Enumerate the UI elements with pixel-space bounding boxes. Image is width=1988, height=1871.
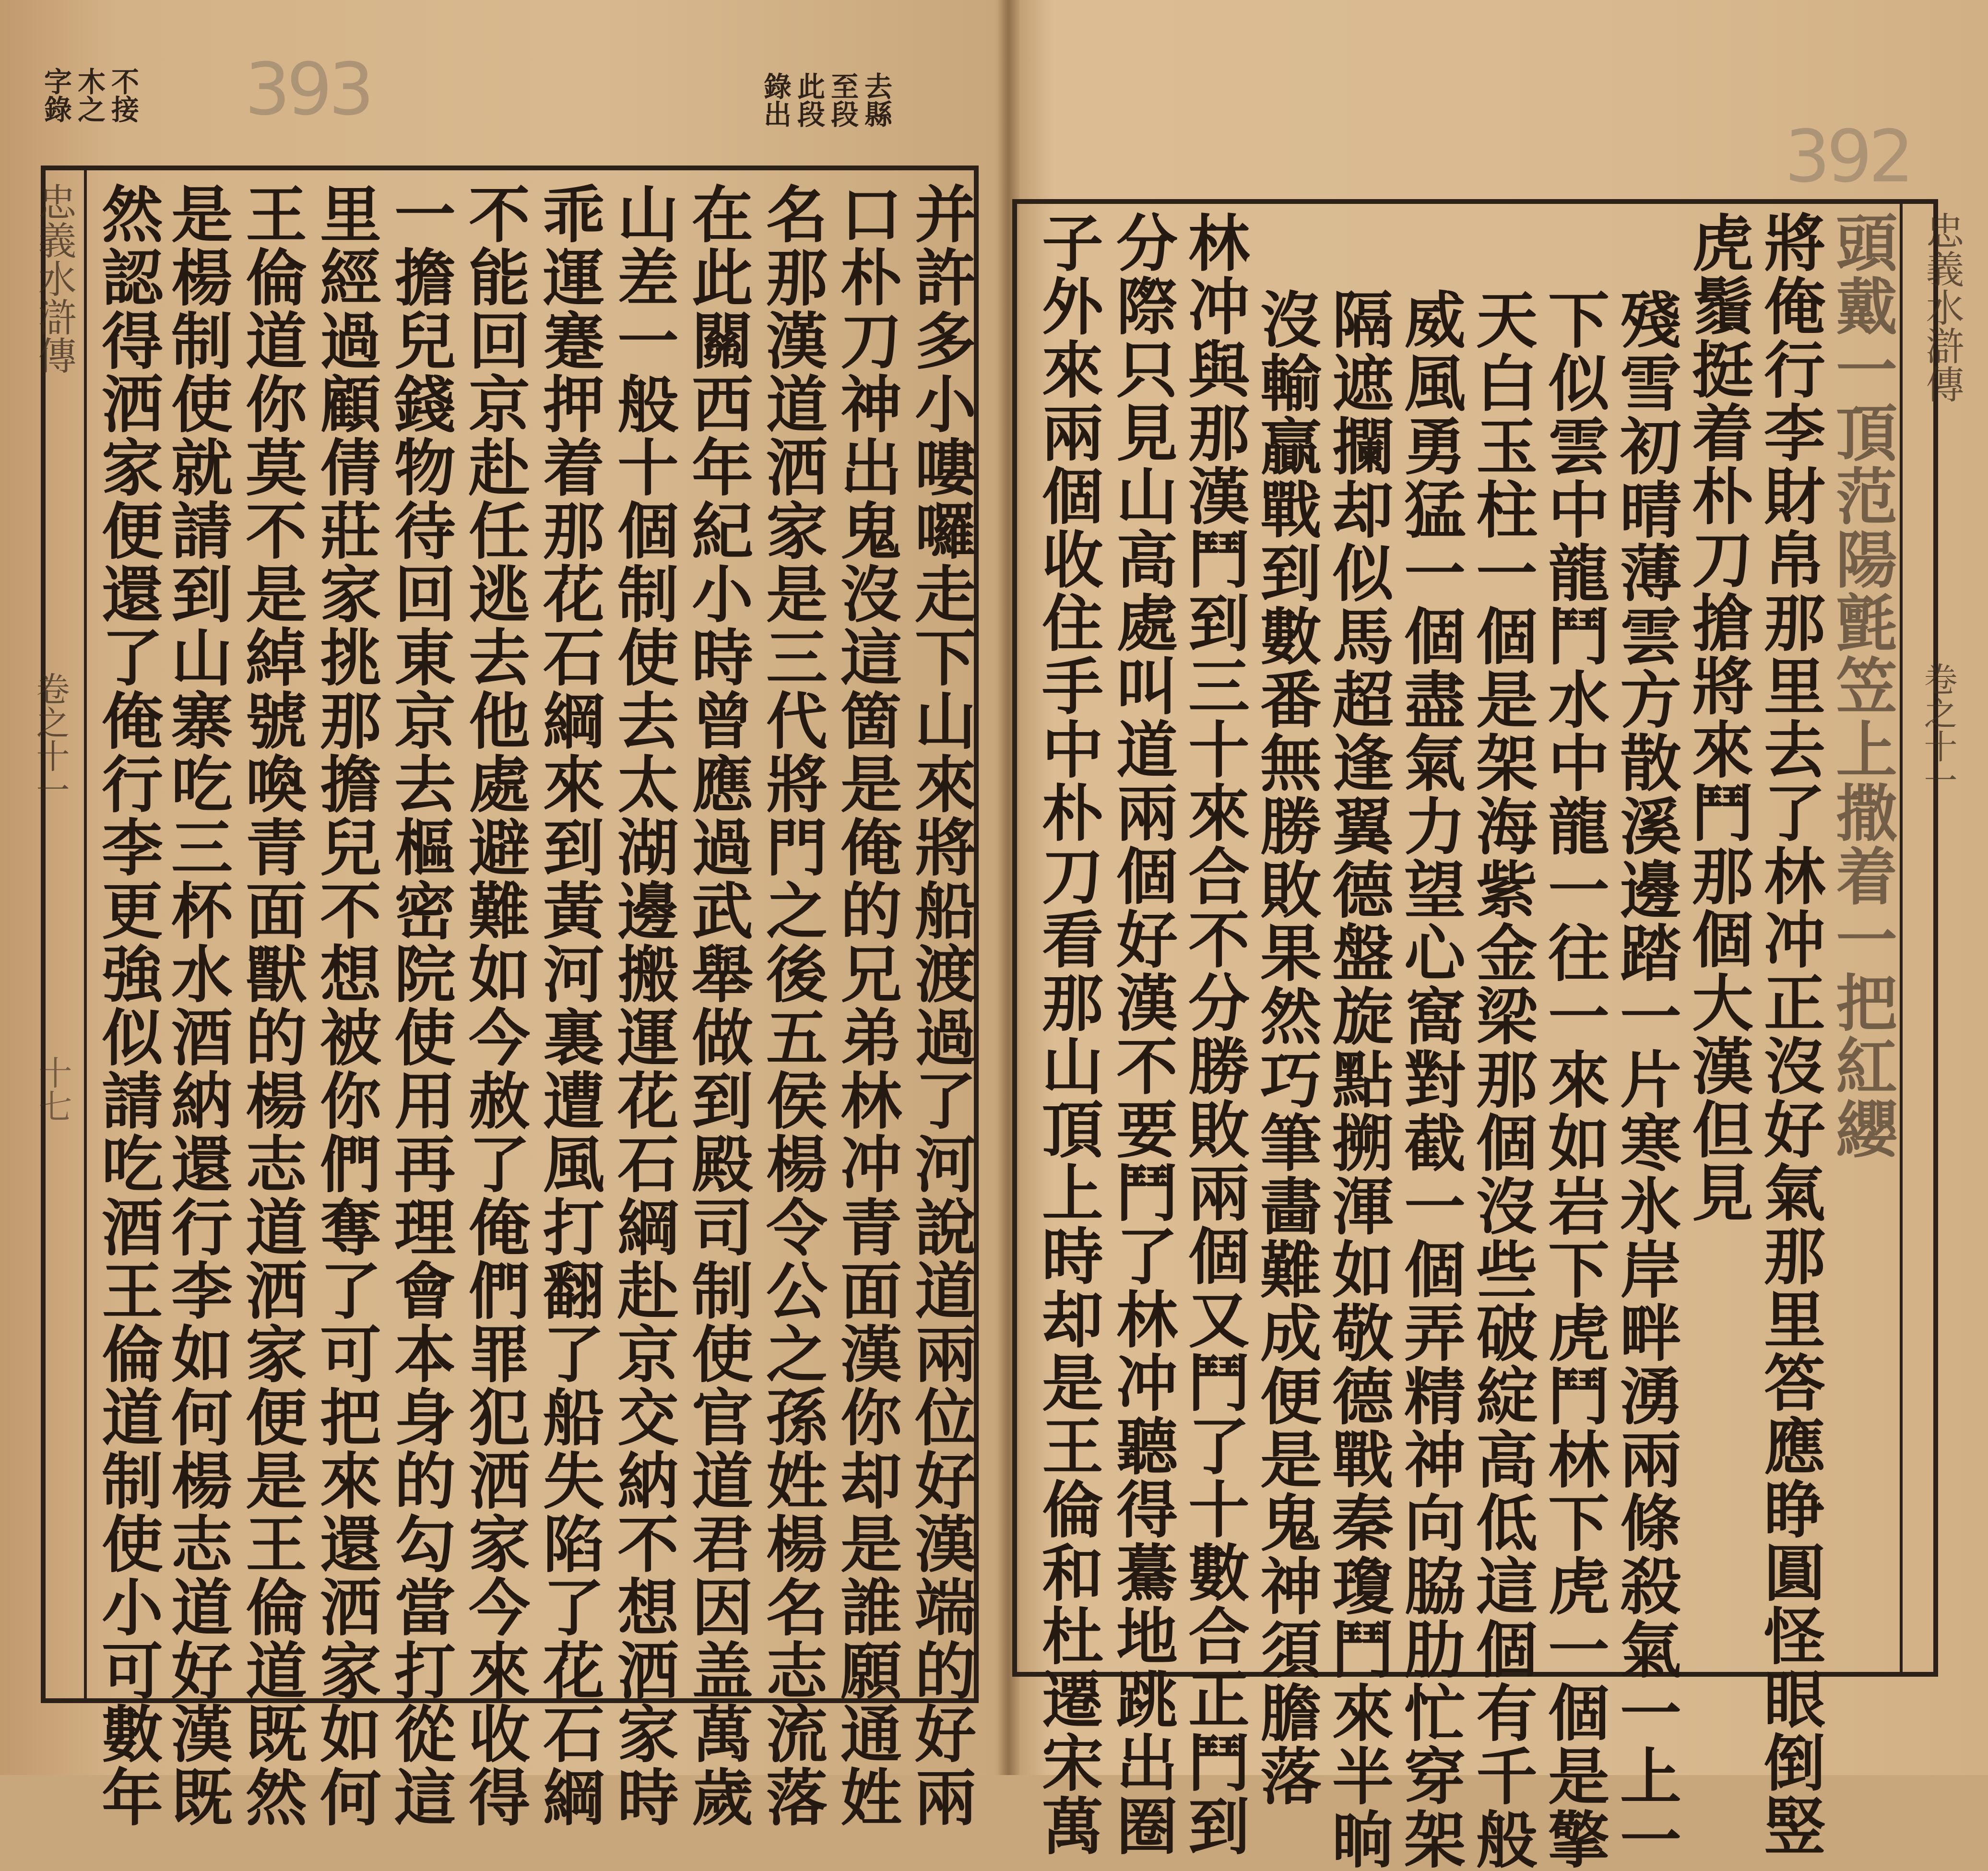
left-page-number: 十七 [33, 1055, 72, 1123]
left-note-left-1: 不接 [106, 67, 139, 123]
text-column: 頭戴一頂范陽氈笠上撒着一把紅纓 [1825, 211, 1897, 1161]
text-column: 口朴刀神出鬼沒這箇是俺的兄弟林冲青面漢你却是誰願通姓 [830, 182, 902, 1829]
right-margin-title: 忠義水滸傳 [1919, 211, 1964, 403]
text-column: 并許多小嘍囉走下山來將船渡過了河說道兩位好漢端的好兩 [904, 182, 976, 1829]
text-column: 不能回京赴任逃去他處避難如今赦了俺們罪犯洒家今來收得 [458, 182, 530, 1829]
text-column: 天白玉柱一個是架海紫金梁那個沒些破綻高低這個有千般 [1466, 288, 1538, 1871]
text-column: 在此關西年紀小時曾應過武舉做到殿司制使官道君因盖萬歲 [681, 182, 753, 1829]
text-column: 然認得洒家便還了俺行李更強似請吃酒王倫道制使小可數年 [91, 182, 163, 1829]
text-column: 一擔兒錢物待回東京去樞密院使用再理會本身的勾當打從這 [384, 182, 456, 1829]
left-margin-title: 忠義水滸傳 [32, 182, 76, 374]
left-pencil-number: 393 [245, 48, 371, 131]
text-column: 名那漢道洒家是三代將門之後五侯楊令公之孫姓楊名志流落 [756, 182, 828, 1829]
left-note-right-1: 此段 [793, 72, 825, 128]
text-column: 沒輸贏戰到數番無勝敗果然巧筆畵難成便是鬼神須膽落 [1250, 288, 1322, 1808]
text-column: 下似雲中龍鬥水中龍一往一來如岩下虎鬥林下虎一個是擎 [1538, 288, 1609, 1871]
text-column: 林冲與那漢鬥到三十來合不分勝敗兩個又鬥了十數合正鬥到 [1178, 211, 1250, 1858]
text-column: 子外來兩個收住手中朴刀看那山頂上時却是王倫和杜遷宋萬 [1031, 211, 1103, 1858]
text-column: 分際只見山高處叫道兩個好漢不要鬥了林冲聽得驀地跳出圈 [1106, 211, 1178, 1858]
right-page-center-column-rule [1900, 204, 1903, 1672]
text-column: 虎鬚挺着朴刀搶將來鬥那個大漢但見 [1681, 211, 1753, 1224]
left-note-left-3: 字錄 [39, 67, 72, 123]
left-note-right-4: 錄出 [759, 72, 792, 128]
left-note-right-2: 至段 [826, 72, 859, 128]
left-section-label: 卷之十一 [31, 672, 70, 806]
right-pencil-number: 392 [1785, 115, 1911, 199]
text-column: 威風勇猛一個盡氣力望心窩對截一個弄精神向脇肋忙穿架 [1394, 288, 1466, 1871]
text-column: 乖運蹇押着那花石綱來到黃河裏遭風打翻了船失陷了花石綱 [532, 182, 604, 1829]
text-column: 隔遮攔却似馬超逢翼德盤旋點搠渾如敬德戰秦瓊鬥來半晌 [1322, 288, 1394, 1871]
left-note-right-3: 去縣 [860, 72, 892, 128]
text-column: 里經過顧倩莊家挑那擔兒不想被你們奪了可把來還洒家如何 [309, 182, 381, 1829]
text-column: 王倫道你莫不是綽號喚青面獸的楊志道洒家便是王倫道既然 [235, 182, 307, 1829]
left-note-left-2: 木之 [73, 67, 106, 123]
text-column: 是楊制使就請到山寨吃三杯水酒納還行李如何楊志道好漢既 [161, 182, 233, 1829]
text-column: 將俺行李財帛那里去了林冲正沒好氣那里答應睁圓怪眼倒竪 [1753, 211, 1825, 1858]
text-column: 山差一般十個制使去太湖邊搬運花石綱赴京交納不想洒家時 [607, 182, 679, 1829]
text-column: 殘雪初晴薄雲方散溪邊踏一片寒氷岸畔湧兩條殺氣一上一 [1609, 288, 1681, 1871]
right-section-label: 卷之十一 [1918, 662, 1958, 796]
